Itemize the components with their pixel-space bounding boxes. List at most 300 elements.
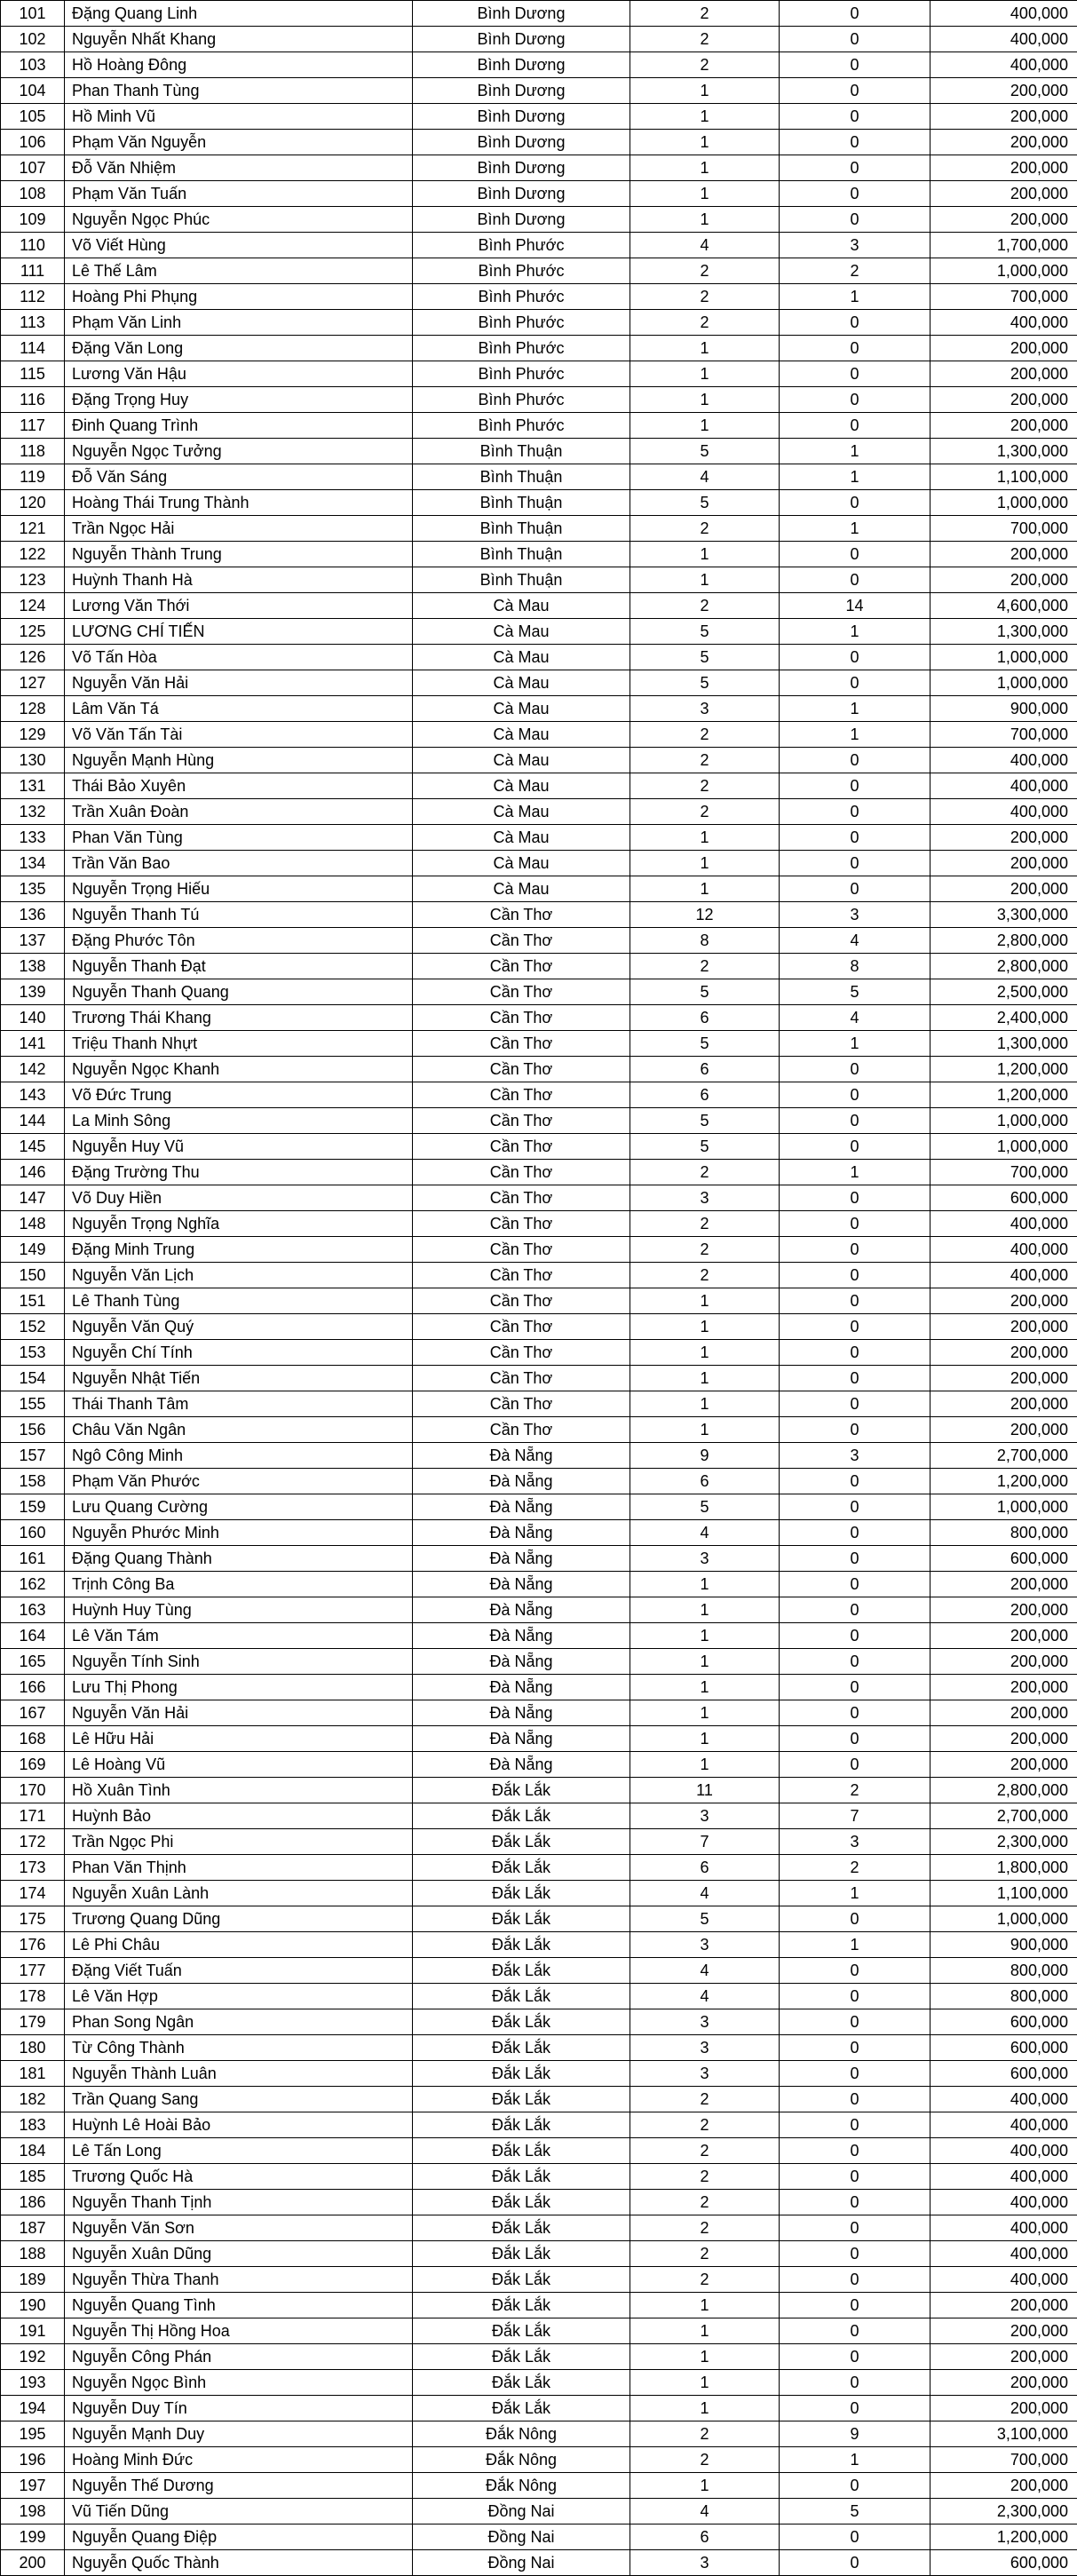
province-cell: Đắk Lắk	[413, 2267, 630, 2293]
table-row	[1, 567, 1077, 593]
count-b-cell: 0	[780, 104, 930, 130]
count-b-cell: 0	[780, 2370, 930, 2396]
amount-cell: 1,100,000	[930, 1881, 1077, 1906]
count-b-cell: 0	[780, 1597, 930, 1623]
table-row	[1, 722, 1077, 748]
count-a-cell: 1	[630, 387, 780, 413]
row-number-cell: 113	[1, 310, 65, 336]
count-a-cell: 3	[630, 1803, 780, 1829]
amount-cell: 700,000	[930, 516, 1077, 542]
count-b-cell: 0	[780, 52, 930, 78]
row-number-cell: 112	[1, 284, 65, 310]
full-name-cell: Hoàng Thái Trung Thành	[65, 490, 413, 516]
amount-cell: 200,000	[930, 2318, 1077, 2344]
amount-cell: 400,000	[930, 773, 1077, 799]
count-b-cell: 9	[780, 2421, 930, 2447]
amount-cell: 1,000,000	[930, 258, 1077, 284]
count-a-cell: 2	[630, 2447, 780, 2473]
count-b-cell: 1	[780, 284, 930, 310]
row-number-cell: 196	[1, 2447, 65, 2473]
province-cell: Đà Nẵng	[413, 1700, 630, 1726]
full-name-cell: Trần Quang Sang	[65, 2087, 413, 2112]
table-row	[1, 2190, 1077, 2215]
province-cell: Đà Nẵng	[413, 1494, 630, 1520]
count-a-cell: 1	[630, 2318, 780, 2344]
province-cell: Đắk Lắk	[413, 2241, 630, 2267]
province-cell: Cần Thơ	[413, 1134, 630, 1160]
table-row	[1, 1752, 1077, 1778]
count-a-cell: 6	[630, 1005, 780, 1031]
count-a-cell: 3	[630, 1185, 780, 1211]
count-a-cell: 5	[630, 1134, 780, 1160]
count-b-cell: 0	[780, 2138, 930, 2164]
province-cell: Đắk Nông	[413, 2473, 630, 2499]
table-row	[1, 696, 1077, 722]
full-name-cell: Hồ Hoàng Đông	[65, 52, 413, 78]
province-cell: Đắk Lắk	[413, 1829, 630, 1855]
full-name-cell: Nguyễn Trọng Hiếu	[65, 876, 413, 902]
row-number-cell: 193	[1, 2370, 65, 2396]
amount-cell: 200,000	[930, 1700, 1077, 1726]
full-name-cell: Vũ Tiến Dũng	[65, 2499, 413, 2524]
count-b-cell: 0	[780, 1546, 930, 1572]
count-b-cell: 0	[780, 1984, 930, 2009]
full-name-cell: Phan Văn Tùng	[65, 825, 413, 851]
count-a-cell: 4	[630, 1984, 780, 2009]
table-row	[1, 1237, 1077, 1263]
amount-cell: 1,000,000	[930, 490, 1077, 516]
row-number-cell: 171	[1, 1803, 65, 1829]
amount-cell: 400,000	[930, 2215, 1077, 2241]
amount-cell: 2,500,000	[930, 979, 1077, 1005]
province-cell: Cần Thơ	[413, 902, 630, 928]
count-a-cell: 1	[630, 361, 780, 387]
province-cell: Đắk Lắk	[413, 2164, 630, 2190]
full-name-cell: Đặng Văn Long	[65, 336, 413, 361]
table-row	[1, 2524, 1077, 2550]
table-row	[1, 2112, 1077, 2138]
table-row	[1, 2138, 1077, 2164]
province-cell: Đắk Lắk	[413, 2215, 630, 2241]
table-row	[1, 1185, 1077, 1211]
count-a-cell: 8	[630, 928, 780, 954]
province-cell: Đắk Lắk	[413, 2344, 630, 2370]
full-name-cell: Lê Thanh Tùng	[65, 1288, 413, 1314]
count-a-cell: 1	[630, 413, 780, 439]
row-number-cell: 152	[1, 1314, 65, 1340]
full-name-cell: Nguyễn Phước Minh	[65, 1520, 413, 1546]
count-b-cell: 0	[780, 2087, 930, 2112]
count-a-cell: 1	[630, 1623, 780, 1649]
count-b-cell: 0	[780, 542, 930, 567]
full-name-cell: Phạm Văn Linh	[65, 310, 413, 336]
amount-cell: 400,000	[930, 52, 1077, 78]
table-row	[1, 2473, 1077, 2499]
table-row	[1, 1494, 1077, 1520]
count-b-cell: 0	[780, 336, 930, 361]
full-name-cell: Lương Văn Hậu	[65, 361, 413, 387]
count-a-cell: 3	[630, 2550, 780, 2576]
row-number-cell: 165	[1, 1649, 65, 1675]
full-name-cell: Lê Tấn Long	[65, 2138, 413, 2164]
count-a-cell: 1	[630, 104, 780, 130]
province-cell: Cần Thơ	[413, 1211, 630, 1237]
row-number-cell: 160	[1, 1520, 65, 1546]
amount-cell: 2,700,000	[930, 1443, 1077, 1469]
count-b-cell: 0	[780, 2396, 930, 2421]
count-b-cell: 1	[780, 516, 930, 542]
table-row	[1, 1263, 1077, 1288]
count-b-cell: 1	[780, 619, 930, 645]
row-number-cell: 139	[1, 979, 65, 1005]
count-a-cell: 2	[630, 748, 780, 773]
amount-cell: 400,000	[930, 2267, 1077, 2293]
count-b-cell: 3	[780, 902, 930, 928]
row-number-cell: 150	[1, 1263, 65, 1288]
table-row	[1, 2447, 1077, 2473]
table-row	[1, 155, 1077, 181]
count-b-cell: 0	[780, 310, 930, 336]
full-name-cell: Trần Văn Bao	[65, 851, 413, 876]
province-cell: Cần Thơ	[413, 928, 630, 954]
count-b-cell: 0	[780, 1108, 930, 1134]
full-name-cell: Nguyễn Quang Tình	[65, 2293, 413, 2318]
row-number-cell: 170	[1, 1778, 65, 1803]
count-b-cell: 0	[780, 2164, 930, 2190]
full-name-cell: Triệu Thanh Nhựt	[65, 1031, 413, 1057]
row-number-cell: 198	[1, 2499, 65, 2524]
table-row	[1, 1932, 1077, 1958]
table-row	[1, 2293, 1077, 2318]
count-a-cell: 1	[630, 1675, 780, 1700]
table-row	[1, 876, 1077, 902]
table-row	[1, 310, 1077, 336]
province-cell: Bình Dương	[413, 207, 630, 233]
table-row	[1, 361, 1077, 387]
amount-cell: 200,000	[930, 2473, 1077, 2499]
province-cell: Cà Mau	[413, 799, 630, 825]
province-cell: Cà Mau	[413, 748, 630, 773]
table-row	[1, 1005, 1077, 1031]
amount-cell: 1,000,000	[930, 1906, 1077, 1932]
table-row	[1, 1958, 1077, 1984]
full-name-cell: Hoàng Phi Phụng	[65, 284, 413, 310]
table-row	[1, 130, 1077, 155]
count-a-cell: 1	[630, 155, 780, 181]
amount-cell: 2,400,000	[930, 1005, 1077, 1031]
province-cell: Bình Phước	[413, 413, 630, 439]
count-b-cell: 0	[780, 2241, 930, 2267]
province-cell: Đà Nẵng	[413, 1726, 630, 1752]
full-name-cell: Nguyễn Quốc Thành	[65, 2550, 413, 2576]
province-cell: Bình Thuận	[413, 490, 630, 516]
full-name-cell: Nguyễn Thanh Quang	[65, 979, 413, 1005]
full-name-cell: Huỳnh Thanh Hà	[65, 567, 413, 593]
count-a-cell: 6	[630, 1855, 780, 1881]
province-cell: Đắk Lắk	[413, 1906, 630, 1932]
full-name-cell: Nguyễn Văn Lịch	[65, 1263, 413, 1288]
table-row	[1, 2396, 1077, 2421]
row-number-cell: 101	[1, 1, 65, 27]
row-number-cell: 108	[1, 181, 65, 207]
province-cell: Bình Thuận	[413, 439, 630, 464]
count-a-cell: 5	[630, 1494, 780, 1520]
province-cell: Cần Thơ	[413, 1160, 630, 1185]
table-row	[1, 413, 1077, 439]
amount-cell: 1,000,000	[930, 1108, 1077, 1134]
row-number-cell: 151	[1, 1288, 65, 1314]
count-a-cell: 4	[630, 1520, 780, 1546]
full-name-cell: Nguyễn Mạnh Hùng	[65, 748, 413, 773]
amount-cell: 400,000	[930, 2190, 1077, 2215]
count-a-cell: 1	[630, 1649, 780, 1675]
full-name-cell: Huỳnh Bảo	[65, 1803, 413, 1829]
count-b-cell: 0	[780, 799, 930, 825]
amount-cell: 900,000	[930, 696, 1077, 722]
table-row	[1, 2370, 1077, 2396]
table-row	[1, 52, 1077, 78]
count-b-cell: 0	[780, 2550, 930, 2576]
count-b-cell: 5	[780, 2499, 930, 2524]
row-number-cell: 146	[1, 1160, 65, 1185]
province-cell: Đà Nẵng	[413, 1520, 630, 1546]
full-name-cell: Trần Ngọc Hải	[65, 516, 413, 542]
full-name-cell: Lê Hoàng Vũ	[65, 1752, 413, 1778]
count-a-cell: 1	[630, 336, 780, 361]
count-b-cell: 0	[780, 27, 930, 52]
table-row	[1, 1340, 1077, 1366]
full-name-cell: Nguyễn Văn Hải	[65, 670, 413, 696]
amount-cell: 400,000	[930, 310, 1077, 336]
full-name-cell: Huỳnh Lê Hoài Bảo	[65, 2112, 413, 2138]
table-row	[1, 516, 1077, 542]
province-cell: Đắk Nông	[413, 2421, 630, 2447]
province-cell: Cần Thơ	[413, 1237, 630, 1263]
full-name-cell: Trương Quang Dũng	[65, 1906, 413, 1932]
table-row	[1, 258, 1077, 284]
full-name-cell: Lê Văn Tám	[65, 1623, 413, 1649]
province-cell: Cần Thơ	[413, 1288, 630, 1314]
count-a-cell: 2	[630, 2138, 780, 2164]
count-a-cell: 1	[630, 207, 780, 233]
count-a-cell: 2	[630, 1263, 780, 1288]
row-number-cell: 189	[1, 2267, 65, 2293]
full-name-cell: Châu Văn Ngân	[65, 1417, 413, 1443]
count-a-cell: 4	[630, 1881, 780, 1906]
province-cell: Đà Nẵng	[413, 1443, 630, 1469]
count-b-cell: 0	[780, 1057, 930, 1082]
table-row	[1, 1417, 1077, 1443]
province-cell: Cần Thơ	[413, 1031, 630, 1057]
count-a-cell: 1	[630, 78, 780, 104]
full-name-cell: Lê Hữu Hải	[65, 1726, 413, 1752]
amount-cell: 200,000	[930, 1340, 1077, 1366]
full-name-cell: Trần Ngọc Phi	[65, 1829, 413, 1855]
province-cell: Đồng Nai	[413, 2550, 630, 2576]
count-b-cell: 0	[780, 2293, 930, 2318]
count-b-cell: 0	[780, 1623, 930, 1649]
row-number-cell: 105	[1, 104, 65, 130]
full-name-cell: Nguyễn Ngọc Phúc	[65, 207, 413, 233]
province-cell: Bình Phước	[413, 387, 630, 413]
row-number-cell: 126	[1, 645, 65, 670]
count-b-cell: 0	[780, 155, 930, 181]
count-b-cell: 0	[780, 207, 930, 233]
table-row	[1, 1675, 1077, 1700]
row-number-cell: 147	[1, 1185, 65, 1211]
row-number-cell: 185	[1, 2164, 65, 2190]
row-number-cell: 182	[1, 2087, 65, 2112]
row-number-cell: 137	[1, 928, 65, 954]
province-cell: Đắk Lắk	[413, 1881, 630, 1906]
count-b-cell: 1	[780, 1881, 930, 1906]
table-row	[1, 1057, 1077, 1082]
table-row	[1, 2241, 1077, 2267]
row-number-cell: 156	[1, 1417, 65, 1443]
row-number-cell: 197	[1, 2473, 65, 2499]
count-a-cell: 2	[630, 1160, 780, 1185]
row-number-cell: 173	[1, 1855, 65, 1881]
full-name-cell: Nguyễn Thanh Đạt	[65, 954, 413, 979]
full-name-cell: Hoàng Minh Đức	[65, 2447, 413, 2473]
province-cell: Đắk Lắk	[413, 2293, 630, 2318]
count-b-cell: 0	[780, 2215, 930, 2241]
count-a-cell: 2	[630, 2421, 780, 2447]
count-a-cell: 2	[630, 799, 780, 825]
amount-cell: 200,000	[930, 1417, 1077, 1443]
province-cell: Cà Mau	[413, 876, 630, 902]
count-b-cell: 0	[780, 1520, 930, 1546]
full-name-cell: Nguyễn Ngọc Tưởng	[65, 439, 413, 464]
count-b-cell: 2	[780, 1778, 930, 1803]
province-cell: Bình Dương	[413, 104, 630, 130]
amount-cell: 4,600,000	[930, 593, 1077, 619]
row-number-cell: 114	[1, 336, 65, 361]
row-number-cell: 183	[1, 2112, 65, 2138]
row-number-cell: 153	[1, 1340, 65, 1366]
table-row	[1, 799, 1077, 825]
table-row	[1, 1469, 1077, 1494]
full-name-cell: Nguyễn Công Phán	[65, 2344, 413, 2370]
count-a-cell: 11	[630, 1778, 780, 1803]
count-a-cell: 1	[630, 2370, 780, 2396]
full-name-cell: Lê Phi Châu	[65, 1932, 413, 1958]
count-b-cell: 1	[780, 1031, 930, 1057]
row-number-cell: 192	[1, 2344, 65, 2370]
count-b-cell: 0	[780, 1675, 930, 1700]
province-cell: Đắk Lắk	[413, 2370, 630, 2396]
count-b-cell: 0	[780, 490, 930, 516]
count-b-cell: 3	[780, 233, 930, 258]
amount-cell: 200,000	[930, 1649, 1077, 1675]
full-name-cell: Đặng Trọng Huy	[65, 387, 413, 413]
province-cell: Đắk Lắk	[413, 1984, 630, 2009]
table-row	[1, 1314, 1077, 1340]
count-a-cell: 2	[630, 27, 780, 52]
count-b-cell: 0	[780, 1572, 930, 1597]
count-a-cell: 3	[630, 2061, 780, 2087]
province-cell: Cần Thơ	[413, 979, 630, 1005]
count-a-cell: 1	[630, 1726, 780, 1752]
table-row	[1, 233, 1077, 258]
full-name-cell: Lê Văn Hợp	[65, 1984, 413, 2009]
amount-cell: 1,200,000	[930, 2524, 1077, 2550]
count-a-cell: 5	[630, 490, 780, 516]
amount-cell: 200,000	[930, 1675, 1077, 1700]
row-number-cell: 117	[1, 413, 65, 439]
province-cell: Bình Dương	[413, 1, 630, 27]
amount-cell: 200,000	[930, 1288, 1077, 1314]
table-row	[1, 1031, 1077, 1057]
row-number-cell: 116	[1, 387, 65, 413]
full-name-cell: Nguyễn Thanh Tú	[65, 902, 413, 928]
province-cell: Đà Nẵng	[413, 1752, 630, 1778]
amount-cell: 600,000	[930, 2061, 1077, 2087]
full-name-cell: Đặng Viết Tuấn	[65, 1958, 413, 1984]
full-name-cell: Võ Duy Hiền	[65, 1185, 413, 1211]
table-row	[1, 954, 1077, 979]
count-b-cell: 1	[780, 696, 930, 722]
province-cell: Cần Thơ	[413, 1082, 630, 1108]
count-b-cell: 1	[780, 439, 930, 464]
table-row	[1, 1, 1077, 27]
row-number-cell: 191	[1, 2318, 65, 2344]
row-number-cell: 149	[1, 1237, 65, 1263]
table-row	[1, 1520, 1077, 1546]
full-name-cell: Nguyễn Thành Trung	[65, 542, 413, 567]
province-cell: Đắk Lắk	[413, 2009, 630, 2035]
count-a-cell: 1	[630, 1391, 780, 1417]
amount-cell: 1,300,000	[930, 439, 1077, 464]
table-body	[1, 1, 1077, 2576]
count-a-cell: 2	[630, 722, 780, 748]
count-b-cell: 0	[780, 181, 930, 207]
count-a-cell: 4	[630, 2499, 780, 2524]
count-b-cell: 0	[780, 1263, 930, 1288]
amount-cell: 1,800,000	[930, 1855, 1077, 1881]
row-number-cell: 163	[1, 1597, 65, 1623]
amount-cell: 1,200,000	[930, 1469, 1077, 1494]
amount-cell: 400,000	[930, 2241, 1077, 2267]
province-cell: Cà Mau	[413, 773, 630, 799]
count-b-cell: 0	[780, 1469, 930, 1494]
count-a-cell: 2	[630, 2164, 780, 2190]
province-cell: Đà Nẵng	[413, 1675, 630, 1700]
amount-cell: 1,000,000	[930, 670, 1077, 696]
amount-cell: 2,300,000	[930, 2499, 1077, 2524]
count-b-cell: 4	[780, 1005, 930, 1031]
count-a-cell: 1	[630, 1700, 780, 1726]
province-cell: Cà Mau	[413, 722, 630, 748]
count-a-cell: 2	[630, 2190, 780, 2215]
count-b-cell: 0	[780, 1752, 930, 1778]
province-cell: Cần Thơ	[413, 1417, 630, 1443]
count-a-cell: 5	[630, 979, 780, 1005]
province-cell: Cần Thơ	[413, 1108, 630, 1134]
province-cell: Đà Nẵng	[413, 1597, 630, 1623]
full-name-cell: Nguyễn Nhật Tiến	[65, 1366, 413, 1391]
row-number-cell: 138	[1, 954, 65, 979]
amount-cell: 200,000	[930, 1391, 1077, 1417]
count-a-cell: 1	[630, 1366, 780, 1391]
full-name-cell: Trương Thái Khang	[65, 1005, 413, 1031]
amount-cell: 2,800,000	[930, 954, 1077, 979]
count-b-cell: 0	[780, 361, 930, 387]
count-b-cell: 0	[780, 1417, 930, 1443]
row-number-cell: 136	[1, 902, 65, 928]
full-name-cell: Nguyễn Thế Dương	[65, 2473, 413, 2499]
amount-cell: 200,000	[930, 1623, 1077, 1649]
